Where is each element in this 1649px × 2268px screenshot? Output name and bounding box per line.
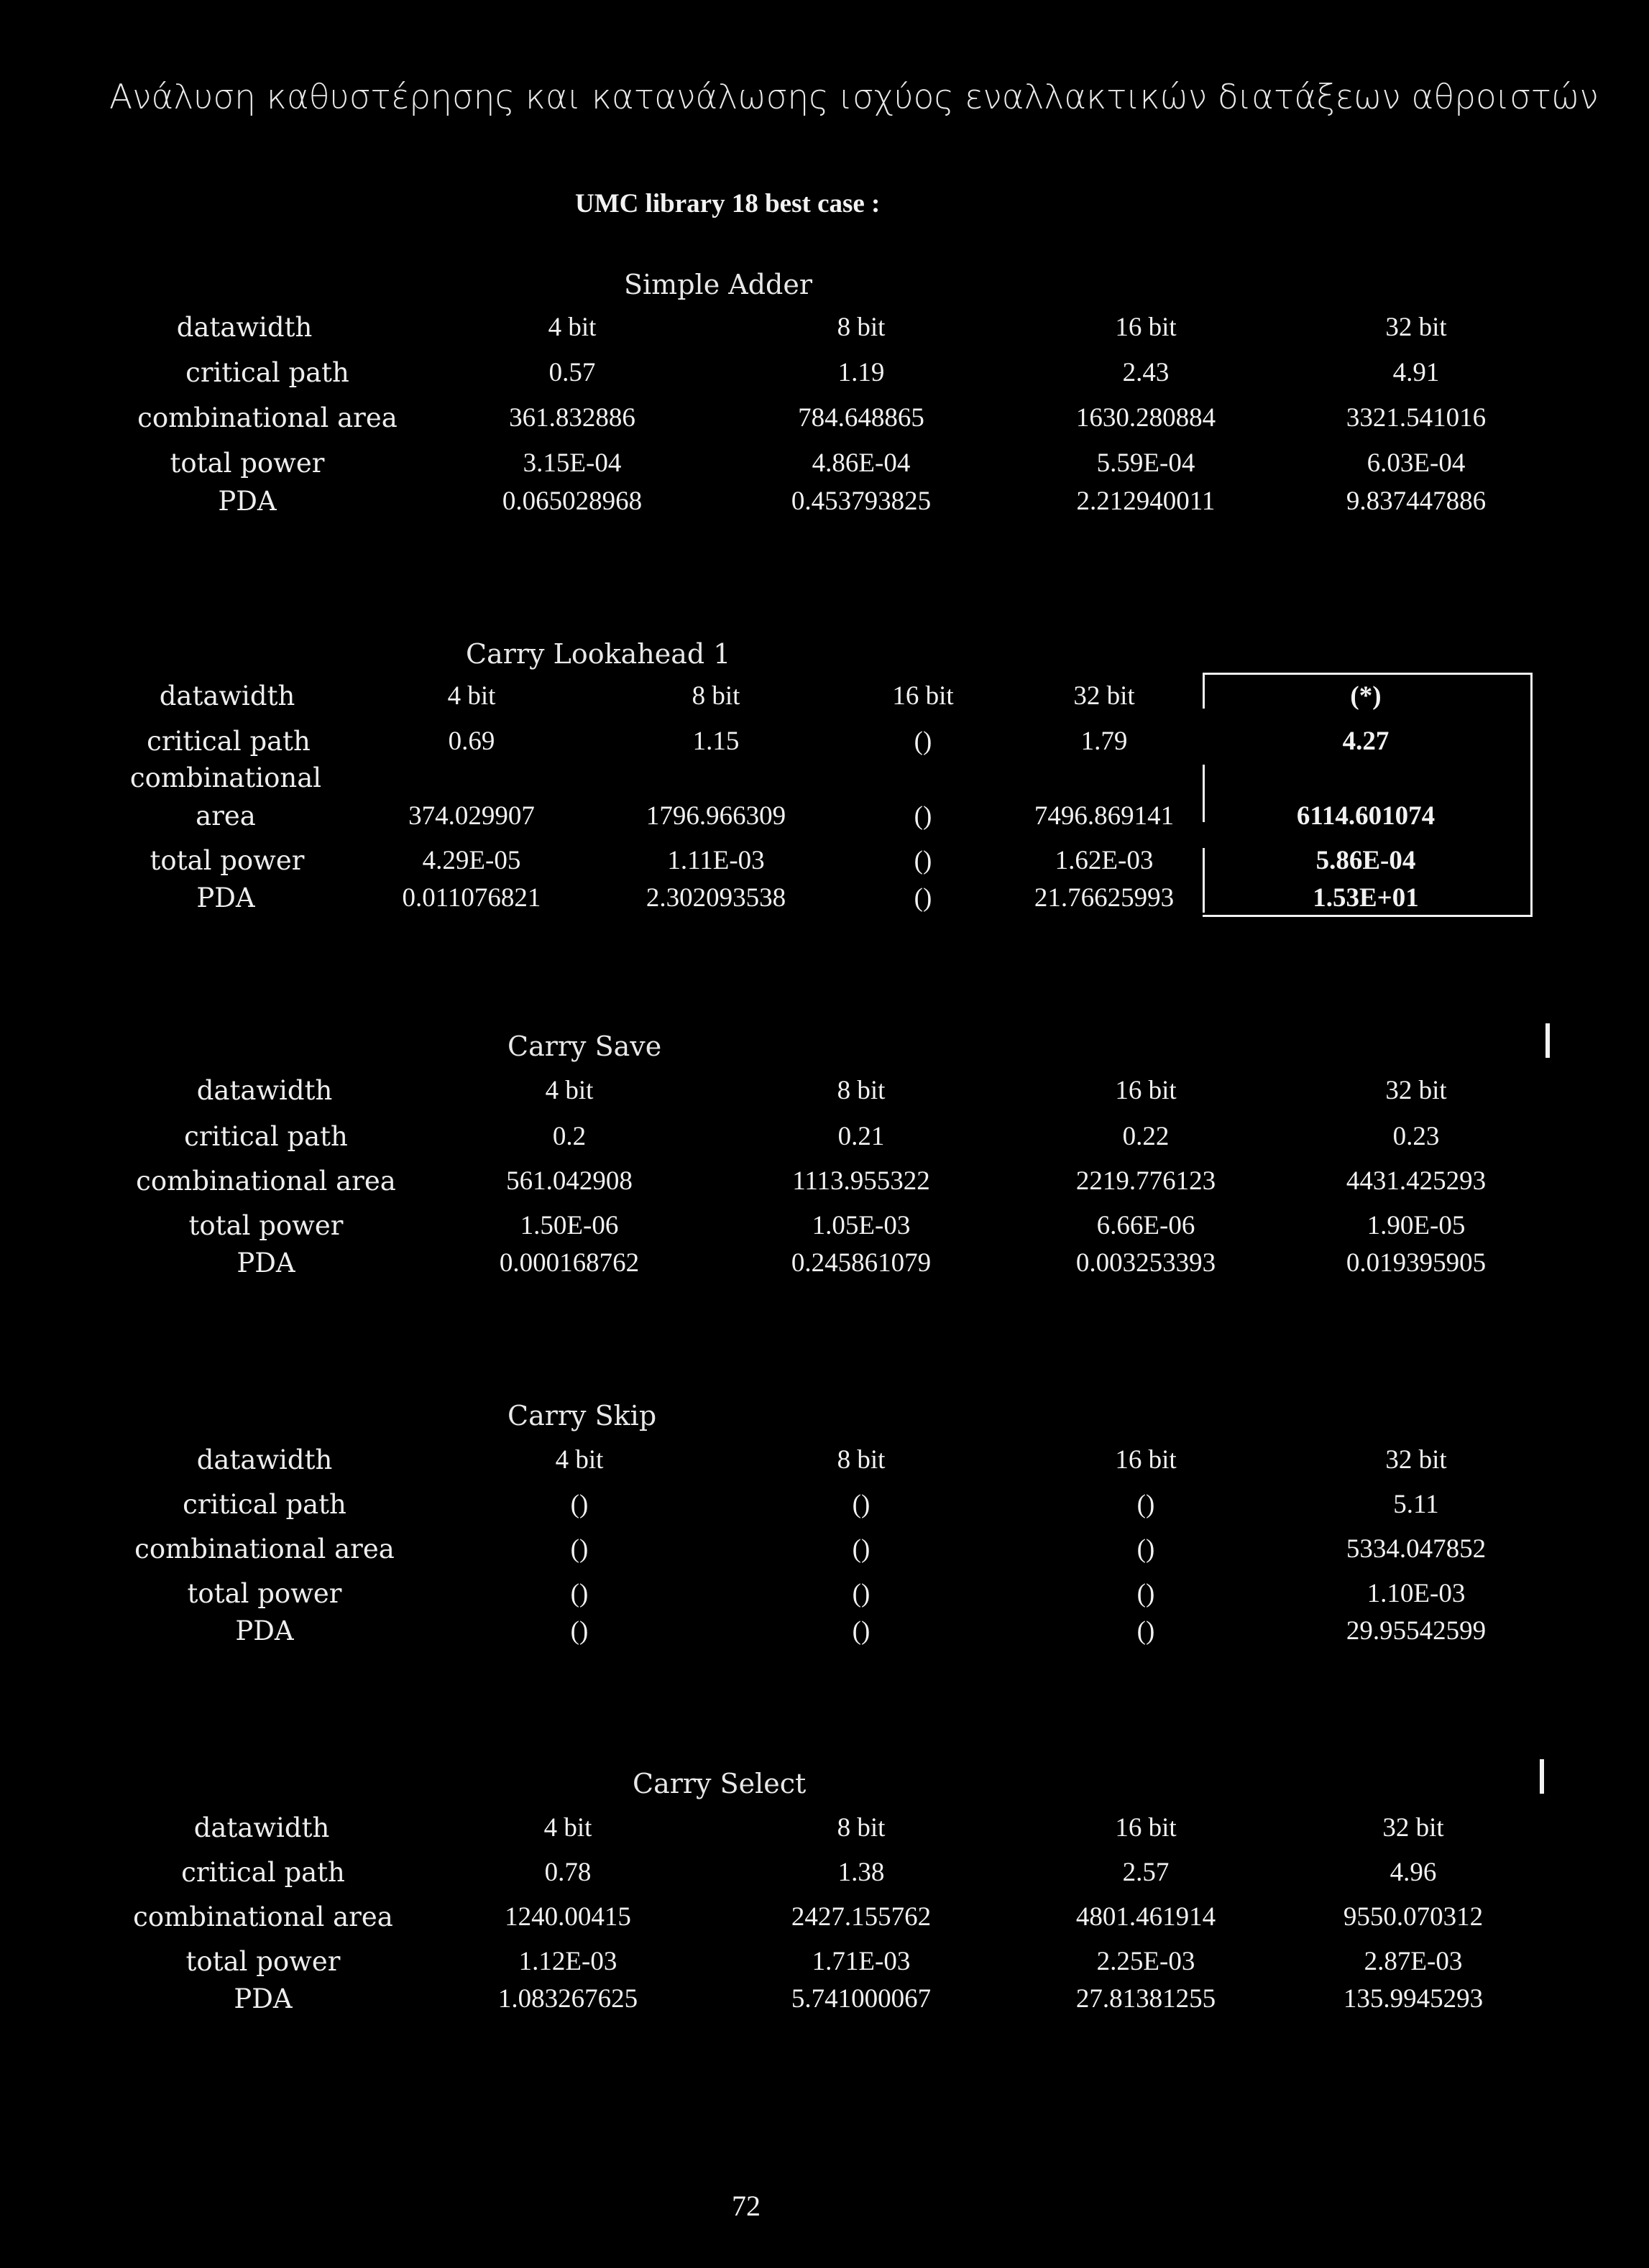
table-cell: 16 bit bbox=[1115, 1445, 1177, 1475]
row-label: combinational bbox=[129, 762, 322, 793]
table-cell: 1.79 bbox=[1080, 727, 1128, 756]
table-cell: 0.065028968 bbox=[502, 487, 643, 516]
row-label: critical path bbox=[185, 357, 349, 388]
table-cell: () bbox=[1136, 1616, 1155, 1646]
table-cell: 32 bit bbox=[1385, 1445, 1447, 1475]
row-label: PDA bbox=[234, 1983, 293, 2014]
row-label: critical path bbox=[181, 1857, 345, 1888]
table-cell: 3321.541016 bbox=[1346, 403, 1487, 433]
table-cell: 6.03E-04 bbox=[1366, 448, 1466, 478]
table-cell: 1.50E-06 bbox=[520, 1211, 619, 1240]
table-cell: 6.66E-06 bbox=[1096, 1211, 1195, 1240]
table-title-simple-adder: Simple Adder bbox=[624, 269, 813, 300]
table-cell: 1.38 bbox=[837, 1858, 885, 1887]
table-cell: 1.083267625 bbox=[497, 1984, 638, 2014]
table-cell: () bbox=[852, 1534, 871, 1564]
table-cell: 5.59E-04 bbox=[1096, 448, 1195, 478]
table-cell: 2.87E-03 bbox=[1364, 1947, 1463, 1976]
table-cell: 2.212940011 bbox=[1076, 487, 1216, 516]
table-cell: 1.15 bbox=[692, 727, 740, 756]
table-cell: () bbox=[914, 846, 932, 875]
table-cell: 1630.280884 bbox=[1075, 403, 1216, 433]
table-cell: () bbox=[570, 1616, 589, 1646]
table-cell: 4 bit bbox=[447, 681, 496, 711]
table-cell: 135.9945293 bbox=[1343, 1984, 1484, 2014]
table-cell: 5.11 bbox=[1393, 1490, 1439, 1519]
table-cell: 1.12E-03 bbox=[518, 1947, 617, 1976]
table-cell: () bbox=[852, 1579, 871, 1608]
row-label: combinational area bbox=[133, 1901, 393, 1932]
table-cell: 16 bit bbox=[1115, 1813, 1177, 1843]
row-label: critical path bbox=[183, 1489, 346, 1520]
library-subtitle: UMC library 18 best case : bbox=[575, 189, 881, 218]
row-label: datawidth bbox=[159, 681, 295, 711]
table-cell: 0.000168762 bbox=[499, 1248, 640, 1278]
table-cell: () bbox=[1136, 1579, 1155, 1608]
table-cell: 32 bit bbox=[1073, 681, 1135, 711]
table-title-carry-lookahead: Carry Lookahead 1 bbox=[466, 638, 731, 670]
table-cell: 0.21 bbox=[837, 1122, 885, 1151]
table-cell: 1.53E+01 bbox=[1313, 883, 1419, 913]
table-cell: 5.86E-04 bbox=[1315, 846, 1416, 875]
table-title-carry-select: Carry Select bbox=[633, 1768, 807, 1799]
table-cell: 16 bit bbox=[1115, 1076, 1177, 1105]
table-cell: 16 bit bbox=[1115, 313, 1177, 342]
row-label: combinational area bbox=[137, 402, 398, 433]
table-cell: 5334.047852 bbox=[1346, 1534, 1487, 1564]
table-cell: 4 bit bbox=[555, 1445, 604, 1475]
row-label: combinational area bbox=[134, 1534, 395, 1564]
row-label: total power bbox=[150, 845, 305, 876]
row-label: critical path bbox=[147, 726, 311, 757]
table-cell: 8 bit bbox=[837, 1445, 886, 1475]
table-cell: 1.71E-03 bbox=[812, 1947, 911, 1976]
table-cell: 4 bit bbox=[545, 1076, 594, 1105]
table-cell: 4.96 bbox=[1390, 1858, 1437, 1887]
table-cell: 2219.776123 bbox=[1075, 1166, 1216, 1196]
table-cell: 1.05E-03 bbox=[812, 1211, 911, 1240]
table-cell: 8 bit bbox=[692, 681, 740, 711]
table-cell: 0.011076821 bbox=[402, 883, 541, 913]
table-cell: 2427.155762 bbox=[791, 1902, 932, 1932]
table-cell: 1113.955322 bbox=[792, 1166, 930, 1196]
row-label: combinational area bbox=[136, 1166, 396, 1197]
table-cell: 9.837447886 bbox=[1346, 487, 1487, 516]
table-cell: 1.62E-03 bbox=[1055, 846, 1154, 875]
table-cell: 9550.070312 bbox=[1343, 1902, 1484, 1932]
row-label: datawidth bbox=[196, 1075, 333, 1106]
row-label: total power bbox=[170, 448, 325, 479]
table-cell: 1796.966309 bbox=[646, 801, 786, 831]
table-cell: 2.25E-03 bbox=[1096, 1947, 1195, 1976]
table-cell: 16 bit bbox=[892, 681, 954, 711]
row-label: PDA bbox=[235, 1615, 294, 1646]
table-cell: 2.57 bbox=[1122, 1858, 1170, 1887]
table-cell: () bbox=[570, 1579, 589, 1608]
row-label: total power bbox=[188, 1210, 344, 1241]
table-cell: 32 bit bbox=[1382, 1813, 1444, 1843]
table-cell: 3.15E-04 bbox=[523, 448, 622, 478]
row-label: PDA bbox=[196, 882, 255, 913]
table-cell: () bbox=[570, 1490, 589, 1519]
table-title-carry-save: Carry Save bbox=[507, 1031, 662, 1062]
table-cell: 0.019395905 bbox=[1346, 1248, 1487, 1278]
table-cell: 1.90E-05 bbox=[1366, 1211, 1466, 1240]
table-cell: 1.19 bbox=[837, 358, 885, 387]
row-label: total power bbox=[185, 1946, 341, 1977]
table-cell: 0.57 bbox=[548, 358, 596, 387]
table-cell: 1240.00415 bbox=[505, 1902, 631, 1932]
page-header: Ανάλυση καθυστέρησης και κατανάλωσης ισχύος εναλλακτικών διατάξεων αθροιστών bbox=[109, 78, 1599, 117]
table-cell: 0.003253393 bbox=[1075, 1248, 1216, 1278]
table-cell: () bbox=[914, 883, 932, 913]
table-cell: 27.81381255 bbox=[1075, 1984, 1216, 2014]
table-cell: 8 bit bbox=[837, 1076, 886, 1105]
row-label: critical path bbox=[184, 1121, 348, 1152]
row-label: datawidth bbox=[176, 312, 313, 343]
table-cell: 2.302093538 bbox=[646, 883, 786, 913]
table-cell: 0.2 bbox=[552, 1122, 587, 1151]
margin-mark bbox=[1545, 1023, 1550, 1058]
table-cell: (*) bbox=[1350, 681, 1382, 711]
table-cell: 0.23 bbox=[1392, 1122, 1440, 1151]
table-cell: 2.43 bbox=[1122, 358, 1170, 387]
margin-mark bbox=[1540, 1759, 1544, 1794]
table-cell: 1.11E-03 bbox=[667, 846, 765, 875]
row-label: PDA bbox=[218, 486, 277, 517]
row-label: datawidth bbox=[193, 1812, 330, 1843]
table-cell: 4 bit bbox=[548, 313, 597, 342]
table-cell: () bbox=[1136, 1534, 1155, 1564]
table-cell: 0.453793825 bbox=[791, 487, 932, 516]
row-label: PDA bbox=[236, 1248, 295, 1278]
table-cell: 4 bit bbox=[543, 1813, 592, 1843]
table-cell: 21.76625993 bbox=[1034, 883, 1175, 913]
table-cell: 1.10E-03 bbox=[1366, 1579, 1466, 1608]
highlight-box-edge bbox=[1203, 848, 1205, 913]
table-cell: 0.22 bbox=[1122, 1122, 1170, 1151]
table-cell: 32 bit bbox=[1385, 313, 1447, 342]
table-cell: 29.95542599 bbox=[1346, 1616, 1487, 1646]
table-cell: () bbox=[852, 1616, 871, 1646]
table-cell: 0.78 bbox=[544, 1858, 592, 1887]
table-cell: 4801.461914 bbox=[1075, 1902, 1216, 1932]
table-cell: 561.042908 bbox=[506, 1166, 633, 1196]
table-title-carry-skip: Carry Skip bbox=[507, 1400, 657, 1432]
row-label: total power bbox=[187, 1578, 342, 1609]
highlight-box-edge bbox=[1203, 765, 1205, 822]
table-cell: 374.029907 bbox=[408, 801, 535, 831]
table-cell: () bbox=[570, 1534, 589, 1564]
table-cell: 6114.601074 bbox=[1296, 801, 1436, 831]
table-cell: 0.69 bbox=[448, 727, 495, 756]
table-cell: 8 bit bbox=[837, 1813, 886, 1843]
table-cell: 8 bit bbox=[837, 313, 886, 342]
table-cell: 4431.425293 bbox=[1346, 1166, 1487, 1196]
row-label: datawidth bbox=[196, 1444, 333, 1475]
table-cell: () bbox=[914, 801, 932, 831]
table-cell: 4.91 bbox=[1392, 358, 1440, 387]
table-cell: 32 bit bbox=[1385, 1076, 1447, 1105]
page-number: 72 bbox=[732, 2190, 761, 2222]
table-cell: 4.29E-05 bbox=[422, 846, 521, 875]
table-cell: 7496.869141 bbox=[1034, 801, 1175, 831]
table-cell: () bbox=[914, 727, 932, 756]
row-label: area bbox=[196, 801, 256, 831]
table-cell: 5.741000067 bbox=[791, 1984, 932, 2014]
table-cell: () bbox=[852, 1490, 871, 1519]
highlight-box-edge bbox=[1203, 673, 1205, 709]
table-cell: 4.27 bbox=[1342, 727, 1390, 756]
table-cell: 0.245861079 bbox=[791, 1248, 932, 1278]
table-cell: 784.648865 bbox=[798, 403, 924, 433]
table-cell: () bbox=[1136, 1490, 1155, 1519]
table-cell: 361.832886 bbox=[509, 403, 635, 433]
table-cell: 4.86E-04 bbox=[812, 448, 911, 478]
